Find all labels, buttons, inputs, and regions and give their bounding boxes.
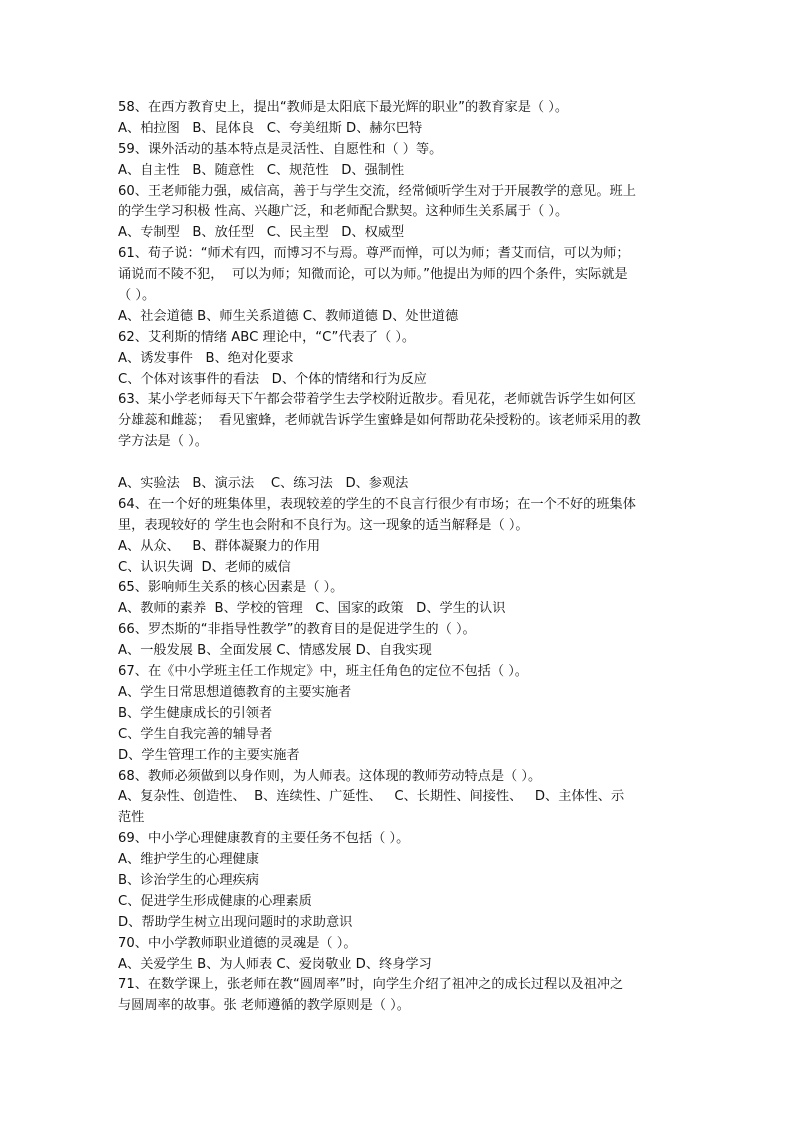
text-line: C、个体对该事件的看法 D、个体的情绪和行为反应: [118, 371, 427, 387]
text-line: A、诱发事件 B、绝对化要求: [118, 350, 294, 366]
text-line: 61、荀子说：“师术有四，而博习不与焉。尊严而惮，可以为师；耆艾而信，可以为师；: [118, 246, 630, 262]
text-line: 62、艾利斯的情绪 ABC 理论中，“C”代表了（ ）。: [118, 329, 416, 345]
text-line: 69、中小学心理健康教育的主要任务不包括（ ）。: [118, 831, 410, 847]
text-line: 58、在西方教育史上，提出“教师是太阳底下最光辉的职业”的教育家是（ ）。: [118, 100, 569, 115]
text-line: C、学生自我完善的辅导者: [118, 726, 273, 742]
text-line: C、认识失调 D、老师的威信: [118, 559, 291, 575]
text-line: 67、在《中小学班主任工作规定》中，班主任角色的定位不包括（ ）。: [118, 664, 528, 680]
text-line: A、实验法 B、演示法 C、练习法 D、参观法: [118, 476, 409, 492]
text-line: 59、课外活动的基本特点是灵活性、自愿性和（ ）等。: [118, 141, 443, 157]
text-line: D、帮助学生树立出现问题时的求助意识: [118, 914, 353, 930]
text-line: 70、中小学教师职业道德的灵魂是（ ）。: [118, 935, 357, 951]
text-line: B、诊治学生的心理疾病: [118, 872, 259, 888]
text-line: A、社会道德 B、师生关系道德 C、教师道德 D、处世道德: [118, 308, 459, 324]
text-line: 学方法是（ ）。: [118, 434, 208, 450]
text-line: 里，表现较好的 学生也会附和不良行为。这一现象的适当解释是（ ）。: [118, 517, 529, 533]
text-line: C、促进学生形成健康的心理素质: [118, 893, 312, 909]
text-line: 64、在一个好的班集体里，表现较差的学生的不良言行很少有市场；在一个不好的班集体: [118, 496, 636, 512]
text-line: A、自主性 B、随意性 C、规范性 D、强制性: [118, 162, 405, 178]
text-line: A、维护学生的心理健康: [118, 852, 259, 868]
text-line: 66、罗杰斯的“非指导性教学”的教育目的是促进学生的（ ）。: [118, 622, 476, 638]
text-line: B、学生健康成长的引领者: [118, 705, 273, 721]
text-line: 的学生学习积极 性高、兴趣广泛，和老师配合默契。这种师生关系属于（ ）。: [118, 204, 569, 220]
text-line: A、一般发展 B、全面发展 C、情感发展 D、自我实现: [118, 643, 432, 659]
text-line: 60、王老师能力强，威信高，善于与学生交流，经常倾听学生对于开展教学的意见。班上: [118, 183, 636, 199]
text-line: 63、某小学老师每天下午都会带着学生去学校附近散步。看见花，老师就告诉学生如何区: [118, 392, 636, 408]
text-line: A、从众、 B、群体凝聚力的作用: [118, 538, 321, 554]
text-line: D、学生管理工作的主要实施者: [118, 747, 300, 763]
text-line: [118, 453, 678, 474]
text-line: 68、教师必须做到以身作则，为人师表。这体现的教师劳动特点是（ ）。: [118, 768, 542, 784]
text-line: （ ）。: [118, 288, 156, 304]
text-line: A、学生日常思想道德教育的主要实施者: [118, 684, 352, 700]
text-line: 范性: [118, 810, 145, 826]
text-line: 与圆周率的故事。张 老师遵循的教学原则是（ ）。: [118, 998, 410, 1014]
text-line: A、复杂性、创造性、 B、连续性、广延性、 C、长期性、间接性、 D、主体性、示: [118, 789, 625, 805]
text-line: 诵说而不陵不犯， 可以为师；知微而论，可以为师。”他提出为师的四个条件，实际就是: [118, 267, 628, 283]
text-line: 71、在数学课上，张老师在教“圆周率”时，向学生介绍了祖冲之的成长过程以及祖冲之: [118, 977, 624, 993]
text-line: A、教师的素养 B、学校的管理 C、国家的政策 D、学生的认识: [118, 601, 506, 617]
text-line: 分雄蕊和雌蕊； 看见蜜蜂，老师就告诉学生蜜蜂是如何帮助花朵授粉的。该老师采用的教: [118, 413, 641, 429]
text-line: A、关爱学生 B、为人师表 C、爱岗敬业 D、终身学习: [118, 956, 432, 972]
text-line: 65、影响师生关系的核心因素是（ ）。: [118, 580, 344, 596]
text-line: A、专制型 B、放任型 C、民主型 D、权威型: [118, 225, 405, 241]
text-line: A、柏拉图 B、昆体良 C、夸美纽斯 D、赫尔巴特: [118, 120, 423, 136]
document-page: [118, 98, 678, 1017]
